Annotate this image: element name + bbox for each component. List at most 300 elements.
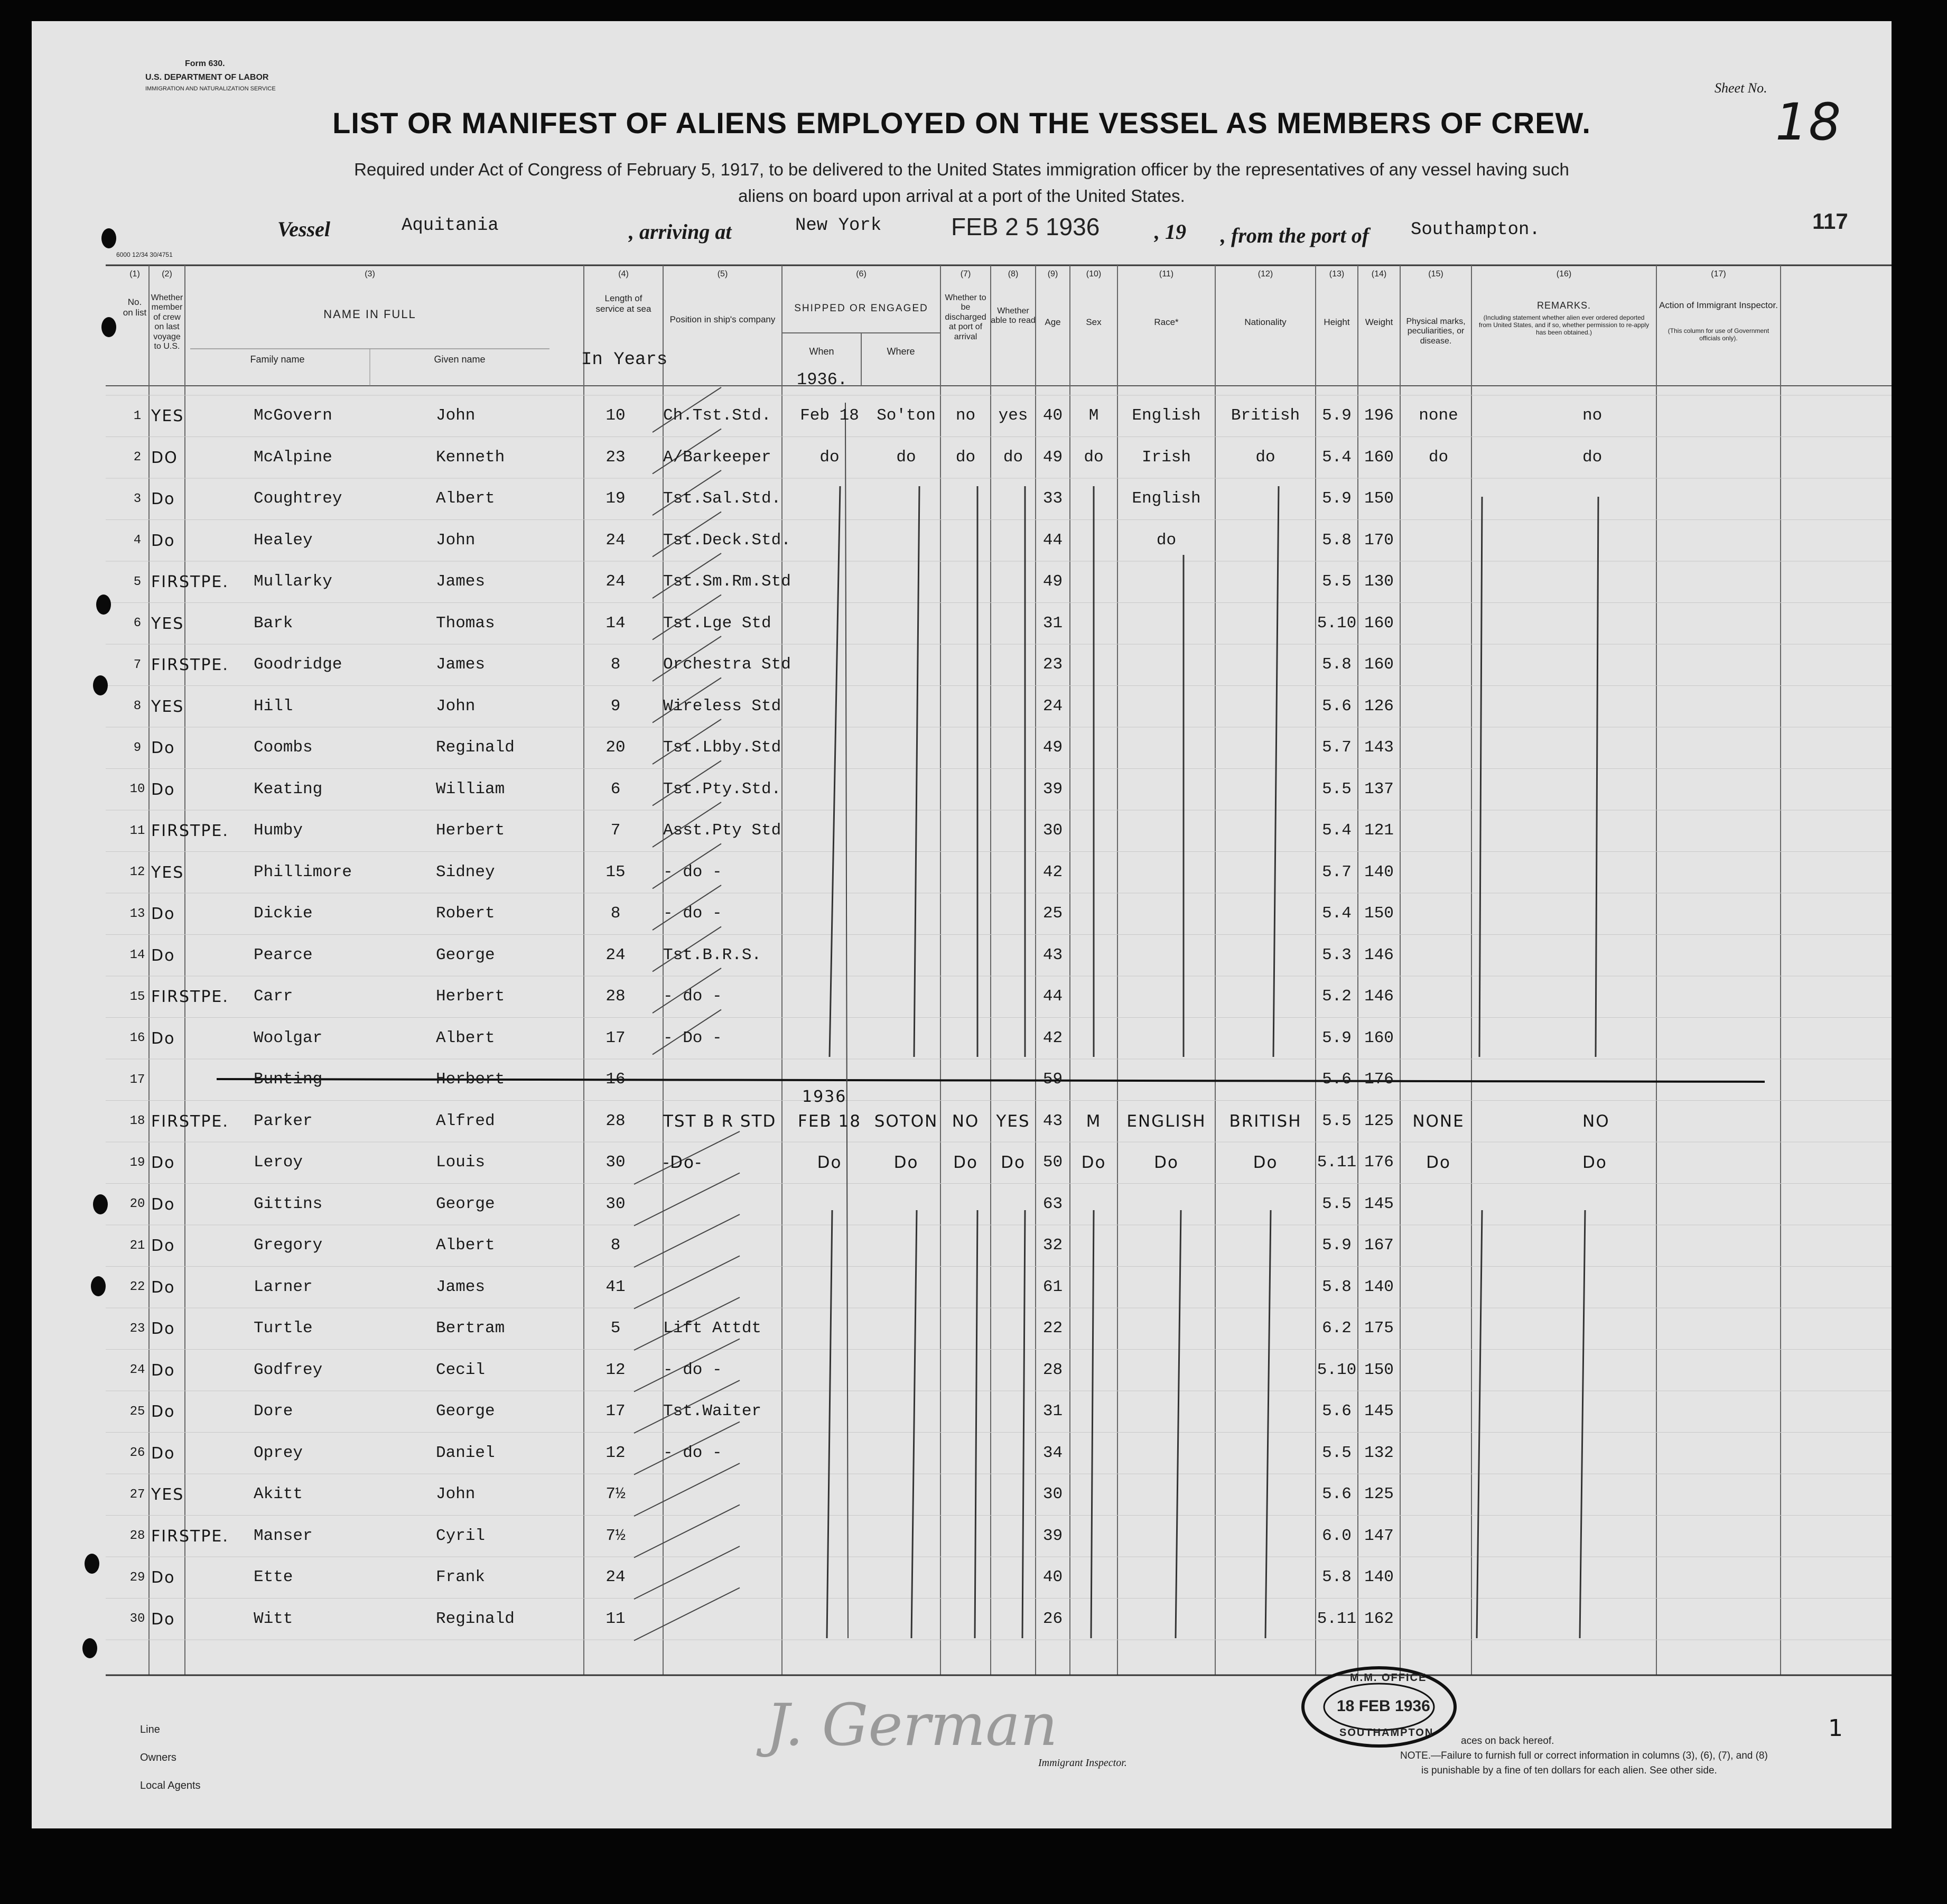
cell-prev: Do (151, 1195, 175, 1214)
cell-age: 40 (1042, 406, 1063, 425)
cell-prev: YES (151, 407, 184, 425)
cell-given: Sidney (436, 862, 495, 881)
cell-family: Carr (254, 987, 293, 1006)
cell-position: A/Barkeeper (663, 448, 771, 467)
cell-family: Pearce (254, 945, 313, 964)
col2-header: Whether member of crew on last voyage to U.S. (151, 293, 183, 351)
cell-weight: 132 (1364, 1443, 1394, 1462)
col14-number: (14) (1371, 270, 1387, 278)
col8-header: Whether able to read (991, 307, 1036, 326)
col16-note: (Including statement whether alien ever ordered deported from United States, and if so, whether permission to re-apply has been obtained.) (1478, 314, 1650, 336)
cell-height: 5.4 (1322, 448, 1352, 467)
cell-position: Wireless Std (663, 696, 781, 716)
cell-family: Coughtrey (254, 489, 342, 508)
cell-prev: FIRSTPE. (151, 988, 229, 1006)
cell-race: do (1156, 531, 1177, 550)
cell-age: 61 (1042, 1277, 1063, 1296)
cell-given: James (436, 1277, 486, 1296)
cell-age: 40 (1042, 1568, 1063, 1587)
page-number: 117 (1812, 209, 1848, 234)
ditto-stroke (827, 1210, 832, 1638)
cell-weight: 150 (1364, 1360, 1394, 1379)
cell-service: 24 (605, 945, 626, 964)
cell-service: 19 (605, 489, 626, 508)
cell-family: Goodridge (254, 655, 342, 674)
cell-weight: 160 (1364, 448, 1394, 467)
cell-position: - do - (663, 1360, 722, 1379)
cell-weight: 160 (1364, 614, 1394, 633)
line-label: Line (140, 1724, 160, 1735)
pen-stroke (634, 1214, 740, 1267)
ditto-stroke (1265, 1210, 1271, 1638)
ditto-stroke (914, 486, 919, 1057)
cell-position: Ch.Tst.Std. (663, 406, 771, 425)
cell-height: 6.2 (1322, 1319, 1352, 1338)
cell-family: Turtle (254, 1319, 313, 1338)
cell-weight: 150 (1364, 489, 1394, 508)
cell-prev: Do (151, 1568, 175, 1587)
cell-service: 41 (605, 1277, 626, 1296)
ditto-stroke (911, 1210, 917, 1638)
year-label: , 19 (1154, 220, 1186, 244)
cell-no: 28 (129, 1529, 145, 1544)
cell-given: Reginald (436, 1609, 515, 1628)
cell-position: - do - (663, 904, 722, 923)
punch-hole (82, 1638, 97, 1658)
cell-weight: 150 (1364, 904, 1394, 923)
punch-hole (101, 317, 116, 337)
cell-height: 5.5 (1322, 1443, 1352, 1462)
cell-no: 6 (133, 616, 142, 631)
cell-position: Tst.Lge Std (663, 614, 771, 633)
cell-where: SOTON (874, 1111, 938, 1131)
ditto-stroke (1176, 1210, 1181, 1638)
print-code: 6000 12/34 30/4751 (116, 251, 173, 258)
cell-prev: FIRSTPE. (151, 1112, 229, 1131)
cell-read: do (1003, 448, 1023, 467)
cell-height: 5.9 (1322, 489, 1352, 508)
cell-height: 5.6 (1322, 1070, 1352, 1089)
col13-header: Height (1324, 317, 1350, 327)
cell-age: 22 (1042, 1319, 1063, 1338)
cell-given: Albert (436, 1028, 495, 1047)
col9-number: (9) (1047, 270, 1058, 278)
cell-service: 6 (610, 779, 621, 798)
cell-given: George (436, 945, 495, 964)
cell-sex: do (1084, 448, 1104, 467)
col12-number: (12) (1257, 270, 1273, 278)
cell-no: 14 (129, 948, 145, 963)
cell-height: 5.6 (1322, 696, 1352, 716)
cell-height: 5.9 (1322, 406, 1352, 425)
cell-service: 14 (605, 614, 626, 633)
cell-prev: Do (151, 490, 175, 508)
cell-position: Tst.Sm.Rm.Std (663, 572, 791, 591)
col6a-header: When (809, 346, 834, 357)
cell-prev: YES (151, 1485, 184, 1504)
cell-race: Do (1154, 1153, 1179, 1173)
cell-service: 12 (605, 1360, 626, 1379)
cell-age: 32 (1042, 1236, 1063, 1255)
cell-weight: 121 (1364, 821, 1394, 840)
cell-given: John (436, 531, 476, 550)
cell-given: Cecil (436, 1360, 486, 1379)
cell-weight: 160 (1364, 1028, 1394, 1047)
cell-no: 4 (133, 533, 142, 548)
col15-header: Physical marks, peculiarities, or disease. (1406, 317, 1466, 346)
cell-given: James (436, 572, 486, 591)
cell-prev: DO (151, 448, 178, 467)
cell-read: YES (996, 1111, 1030, 1131)
cell-no: 16 (129, 1031, 145, 1046)
col13-number: (13) (1329, 270, 1345, 278)
cell-nationality: British (1231, 406, 1300, 425)
cell-when: do (819, 448, 840, 467)
cell-service: 5 (610, 1319, 621, 1338)
cell-no: 2 (133, 450, 142, 465)
cell-read: yes (998, 406, 1028, 425)
year-note-middle: 1936 (802, 1088, 847, 1106)
col3b-header: Given name (434, 354, 486, 365)
col1-header: No. on list (123, 297, 147, 318)
ditto-stroke (975, 1210, 977, 1638)
ditto-stroke (1580, 1210, 1585, 1638)
cell-no: 22 (129, 1280, 145, 1295)
col5-header: Position in ship's company (669, 314, 776, 324)
arrival-date-stamp: FEB 2 5 1936 (951, 213, 1100, 240)
cell-height: 5.7 (1322, 738, 1352, 757)
cell-age: 39 (1042, 1526, 1063, 1545)
cell-service: 10 (605, 406, 626, 425)
note-line-2: NOTE.—Failure to furnish full or correct information in columns (3), (6), (7), and (8) (1400, 1750, 1768, 1761)
cell-family: Manser (254, 1526, 313, 1545)
cell-no: 3 (133, 491, 142, 506)
cell-service: 17 (605, 1028, 626, 1047)
stamp-top-text: M.M. OFFICE (1350, 1672, 1427, 1684)
department-name: U.S. DEPARTMENT OF LABOR (145, 73, 269, 82)
cell-family: Witt (254, 1609, 293, 1628)
cell-weight: 125 (1364, 1111, 1394, 1130)
cell-position: Tst.Deck.Std. (663, 531, 791, 550)
cell-position: -Do- (663, 1153, 702, 1173)
cell-weight: 125 (1364, 1485, 1394, 1504)
col6-header: SHIPPED OR ENGAGED (794, 303, 928, 314)
cell-sex: M (1088, 406, 1099, 425)
col2-number: (2) (162, 270, 172, 278)
cell-service: 28 (605, 1111, 626, 1130)
cell-position: - do - (663, 1443, 722, 1462)
cell-age: 31 (1042, 1402, 1063, 1421)
cell-service: 8 (610, 655, 621, 674)
cell-service: 15 (605, 862, 626, 881)
cell-position: Tst.Pty.Std. (663, 779, 781, 798)
cell-family: Phillimore (254, 862, 352, 881)
cell-position: Tst.B.R.S. (663, 945, 762, 964)
cell-no: 12 (129, 865, 145, 880)
cell-prev: YES (151, 614, 184, 633)
cell-sex: M (1086, 1111, 1102, 1131)
cell-no: 23 (129, 1321, 145, 1336)
cell-prev: FIRSTPE. (151, 1527, 229, 1546)
col10-header: Sex (1086, 317, 1102, 327)
cell-race: Irish (1141, 448, 1191, 467)
col10-number: (10) (1086, 270, 1102, 278)
cell-family: Bark (254, 614, 293, 633)
cell-age: 23 (1042, 655, 1063, 674)
cell-service: 11 (605, 1609, 626, 1628)
cell-service: 8 (610, 904, 621, 923)
cell-weight: 170 (1364, 531, 1394, 550)
cell-prev: Do (151, 531, 175, 550)
cell-weight: 147 (1364, 1526, 1394, 1545)
cell-family: Hill (254, 696, 293, 716)
cell-prev: YES (151, 863, 184, 882)
punch-hole (101, 228, 116, 248)
cell-height: 5.5 (1322, 779, 1352, 798)
cell-no: 20 (129, 1197, 145, 1212)
arriving-label: , arriving at (629, 220, 732, 244)
col5-number: (5) (717, 270, 728, 278)
cell-given: Bertram (436, 1319, 505, 1338)
cell-nationality: Do (1253, 1153, 1278, 1173)
cell-height: 5.11 (1317, 1609, 1357, 1628)
vessel-label: Vessel (277, 217, 330, 241)
sheet-label: Sheet No. (1715, 80, 1767, 96)
cell-position: - do - (663, 862, 722, 881)
cell-family: Ette (254, 1568, 293, 1587)
ditto-stroke (830, 486, 840, 1057)
cell-no: 15 (129, 989, 145, 1004)
cell-family: Godfrey (254, 1360, 323, 1379)
cell-race: English (1132, 489, 1201, 508)
cell-no: 18 (129, 1114, 145, 1129)
cell-family: Dickie (254, 904, 313, 923)
cell-height: 5.5 (1322, 1194, 1352, 1213)
from-port: Southampton. (1411, 220, 1540, 240)
cell-nationality: BRITISH (1229, 1111, 1302, 1131)
cell-family: McAlpine (254, 448, 332, 467)
cell-weight: 146 (1364, 945, 1394, 964)
cell-age: 44 (1042, 987, 1063, 1006)
table-grid (32, 21, 1892, 1828)
year-note-top: 1936. (797, 370, 848, 389)
col3-number: (3) (365, 270, 375, 278)
cell-no: 25 (129, 1404, 145, 1419)
corner-mark: 1 (1828, 1715, 1844, 1742)
punch-hole (85, 1554, 99, 1574)
cell-marks: do (1428, 448, 1449, 467)
cell-family: Coombs (254, 738, 313, 757)
subtitle-line-2: aliens on board upon arrival at a port of the United States. (738, 186, 1185, 206)
col17-header: Action of Immigrant Inspector. (1659, 300, 1778, 310)
cell-weight: 160 (1364, 655, 1394, 674)
cell-family: Oprey (254, 1443, 303, 1462)
cell-weight: 145 (1364, 1402, 1394, 1421)
cell-no: 1 (133, 408, 142, 423)
ditto-stroke (1273, 486, 1279, 1057)
cell-prev: YES (151, 697, 184, 716)
cell-family: Keating (254, 779, 323, 798)
cell-when: FEB 18 (798, 1111, 861, 1131)
cell-age: 49 (1042, 572, 1063, 591)
punch-hole (91, 1276, 106, 1296)
cell-prev: Do (151, 1278, 175, 1297)
col12-header: Nationality (1244, 317, 1287, 327)
sheet-number: 18 (1775, 92, 1842, 152)
note-line-1: aces on back hereof. (1461, 1735, 1554, 1747)
cell-prev: Do (151, 1320, 175, 1338)
ditto-stroke (1091, 1210, 1094, 1638)
note-line-3: is punishable by a fine of ten dollars for each alien. See other side. (1421, 1765, 1717, 1776)
cell-height: 5.10 (1317, 614, 1357, 633)
cell-position: Lift Attdt (663, 1319, 762, 1338)
punch-hole (96, 595, 111, 615)
punch-hole (93, 1194, 108, 1214)
col3-header: NAME IN FULL (323, 308, 416, 321)
cell-given: Herbert (436, 1070, 505, 1089)
cell-height: 5.5 (1322, 1111, 1352, 1130)
cell-given: Thomas (436, 614, 495, 633)
cell-age: 42 (1042, 1028, 1063, 1047)
cell-prev: Do (151, 946, 175, 965)
cell-given: Albert (436, 1236, 495, 1255)
cell-no: 27 (129, 1487, 145, 1502)
pen-stroke (634, 1588, 740, 1641)
cell-service: 8 (610, 1236, 621, 1255)
cell-prev: Do (151, 1029, 175, 1048)
cell-height: 5.4 (1322, 821, 1352, 840)
cell-height: 5.2 (1322, 987, 1352, 1006)
cell-sex: Do (1081, 1153, 1106, 1173)
cell-given: Herbert (436, 987, 505, 1006)
owners-label: Owners (140, 1752, 176, 1763)
cell-given: Frank (436, 1568, 486, 1587)
cell-prev: Do (151, 780, 175, 799)
cell-prev: Do (151, 1403, 175, 1421)
cell-service: 24 (605, 1568, 626, 1587)
cell-age: 31 (1042, 614, 1063, 633)
cell-given: George (436, 1402, 495, 1421)
cell-given: Alfred (436, 1111, 495, 1130)
cell-height: 5.8 (1322, 1568, 1352, 1587)
cell-position: - Do - (663, 1028, 722, 1047)
cell-position: Tst.Waiter (663, 1402, 762, 1421)
cell-weight: 162 (1364, 1609, 1394, 1628)
cell-weight: 126 (1364, 696, 1394, 716)
cell-given: John (436, 1485, 476, 1504)
cell-no: 13 (129, 906, 145, 921)
cell-no: 29 (129, 1570, 145, 1585)
from-label: , from the port of (1221, 224, 1370, 247)
cell-age: 42 (1042, 862, 1063, 881)
cell-prev: Do (151, 905, 175, 923)
cell-service: 12 (605, 1443, 626, 1462)
cell-family: Woolgar (254, 1028, 323, 1047)
cell-discharged: Do (953, 1153, 978, 1173)
cell-weight: 137 (1364, 779, 1394, 798)
cell-marks: none (1419, 406, 1458, 425)
cell-age: 43 (1042, 1111, 1063, 1130)
cell-height: 5.9 (1322, 1236, 1352, 1255)
cell-weight: 176 (1364, 1153, 1394, 1172)
cell-prev: FIRSTPE. (151, 656, 229, 674)
cell-weight: 175 (1364, 1319, 1394, 1338)
cell-age: 50 (1042, 1153, 1063, 1172)
cell-service: 28 (605, 987, 626, 1006)
cell-family: Bunting (254, 1070, 323, 1089)
col16-number: (16) (1556, 270, 1572, 278)
cell-given: James (436, 655, 486, 674)
cell-weight: 140 (1364, 1568, 1394, 1587)
cell-position: Asst.Pty Std (663, 821, 781, 840)
cell-given: Kenneth (436, 448, 505, 467)
cell-nationality: do (1255, 448, 1275, 467)
cell-prev: Do (151, 1237, 175, 1255)
cell-weight: 140 (1364, 1277, 1394, 1296)
cell-family: Dore (254, 1402, 293, 1421)
col3a-header: Family name (250, 354, 305, 365)
ditto-stroke (1022, 1210, 1025, 1638)
col7-header: Whether to be discharged at port of arrival (945, 293, 986, 341)
cell-height: 5.4 (1322, 904, 1352, 923)
col1-number: (1) (129, 270, 140, 278)
cell-family: McGovern (254, 406, 332, 425)
cell-weight: 145 (1364, 1194, 1394, 1213)
col17-number: (17) (1711, 270, 1726, 278)
cell-position: - do - (663, 987, 722, 1006)
cell-read: Do (1001, 1153, 1026, 1173)
cell-family: Healey (254, 531, 313, 550)
cell-age: 25 (1042, 904, 1063, 923)
cell-age: 43 (1042, 945, 1063, 964)
punch-hole (93, 675, 108, 695)
col11-number: (11) (1159, 270, 1174, 278)
cell-height: 5.9 (1322, 1028, 1352, 1047)
pen-stroke (634, 1463, 740, 1516)
cell-age: 59 (1042, 1070, 1063, 1089)
cell-where: Do (893, 1153, 919, 1173)
cell-race: English (1132, 406, 1201, 425)
stamp-date: 18 FEB 1936 (1337, 1697, 1430, 1715)
cell-prev: Do (151, 1154, 175, 1172)
cell-given: William (436, 779, 505, 798)
cell-no: 9 (133, 740, 142, 755)
cell-height: 5.7 (1322, 862, 1352, 881)
cell-service: 30 (605, 1194, 626, 1213)
col9-header: Age (1045, 317, 1061, 327)
form-number: Form 630. (185, 59, 225, 68)
cell-family: Gittins (254, 1194, 323, 1213)
cell-weight: 176 (1364, 1070, 1394, 1089)
cell-height: 5.8 (1322, 1277, 1352, 1296)
cell-prev: Do (151, 1361, 175, 1380)
pen-stroke (634, 1173, 740, 1226)
cell-age: 49 (1042, 448, 1063, 467)
cell-no: 21 (129, 1238, 145, 1253)
cell-weight: 167 (1364, 1236, 1394, 1255)
cell-family: Larner (254, 1277, 313, 1296)
cell-no: 11 (129, 823, 145, 838)
cell-no: 8 (133, 699, 142, 714)
stamp-bottom-text: SOUTHAMPTON (1339, 1727, 1434, 1739)
inspector-signature: J. German (766, 1691, 1058, 1759)
arriving-port: New York (795, 216, 882, 236)
cell-weight: 196 (1364, 406, 1394, 425)
cell-age: 28 (1042, 1360, 1063, 1379)
cell-height: 5.6 (1322, 1485, 1352, 1504)
cell-age: 44 (1042, 531, 1063, 550)
cell-height: 6.0 (1322, 1526, 1352, 1545)
